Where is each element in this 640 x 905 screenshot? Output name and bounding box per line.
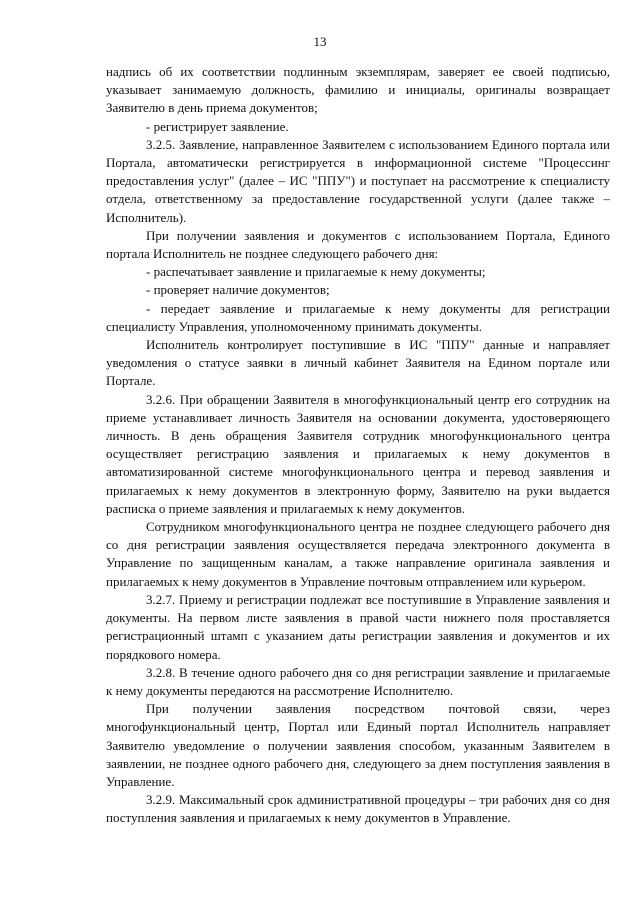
list-item-register: - регистрирует заявление. xyxy=(146,118,289,134)
paragraph-mfc-transfer: Сотрудником многофункционального центра не позднее следующего рабочего дня со дня регистрации заявления осуществляется передача электронного документа в Управление по защищенным каналам, а также направление оригинала заявления и прилагаемых к нему документов в Управление почтовым отправлением или курьером. xyxy=(106,519,610,589)
paragraph-3-2-7: 3.2.7. Приему и регистрации подлежат все поступившие в Управление заявления и документы. На первом листе заявления в правой части нижнего поля проставляется регистрационный штамп с указанием даты регистрации заявления и документов и их порядкового номера. xyxy=(106,591,610,662)
paragraph-continuation: надпись об их соответствии подлинным экземплярам, заверяет ее своей подписью, указывает занимаемую должность, фамилию и инициалы, оригиналы возвращает Заявителю в день приема документов; xyxy=(106,64,610,116)
list-item-check: - проверяет наличие документов; xyxy=(146,282,330,298)
list-item-print: - распечатывает заявление и прилагаемые к нему документы; xyxy=(146,264,486,280)
paragraph-notification: При получении заявления посредством почтовой связи, через многофункциональный центр, Портал или Единый портал Исполнитель направляет Заявителю уведомление о получении заявления способом, указанным Заявителем в заявлении, не позднее одного рабочего дня, следующего за днем поступления заявления в Управление. xyxy=(106,701,610,789)
document-body xyxy=(106,63,610,828)
page-number: 13 xyxy=(313,34,327,49)
paragraph-3-2-6: 3.2.6. При обращении Заявителя в многофункциональный центр его сотрудник на приеме устанавливает личность Заявителя на основании документа, удостоверяющего личность. В день обращения Заявителя сотрудник многофункционального центра осуществляет регистрацию заявления и прилагаемых к нему документов в автоматизированной системе многофункционального центра и перевод заявления и прилагаемых к нему документов в электронную форму, Заявителю на руки выдается расписка о приеме заявления и прилагаемых к нему документов. xyxy=(106,391,610,516)
paragraph-executor-control: Исполнитель контролирует поступившие в ИС "ППУ" данные и направляет уведомления о статусе заявки в личный кабинет Заявителя на Едином портале или Портале. xyxy=(106,337,610,389)
paragraph-3-2-5: 3.2.5. Заявление, направленное Заявителем с использованием Единого портала или Портала, автоматически регистрируется в информационной системе "Процессинг предоставления услуг" (далее – ИС "ППУ") и поступает на рассмотрение к специалисту отдела, ответственному за предоставление государственной услуги (далее также – Исполнитель). xyxy=(106,136,610,225)
paragraph-3-2-8: 3.2.8. В течение одного рабочего дня со дня регистрации заявление и прилагаемые к нему документы передаются на рассмотрение Исполнителю. xyxy=(106,664,610,698)
paragraph-3-2-9: 3.2.9. Максимальный срок административной процедуры – три рабочих дня со дня поступления заявления и прилагаемых к нему документов в Управление. xyxy=(106,792,610,826)
list-item-transfer: - передает заявление и прилагаемые к нему документы для регистрации специалисту Управления, уполномоченному принимать документы. xyxy=(106,300,610,334)
paragraph-portal-receipt: При получении заявления и документов с использованием Портала, Единого портала Исполнитель не позднее следующего рабочего дня: xyxy=(106,227,610,262)
